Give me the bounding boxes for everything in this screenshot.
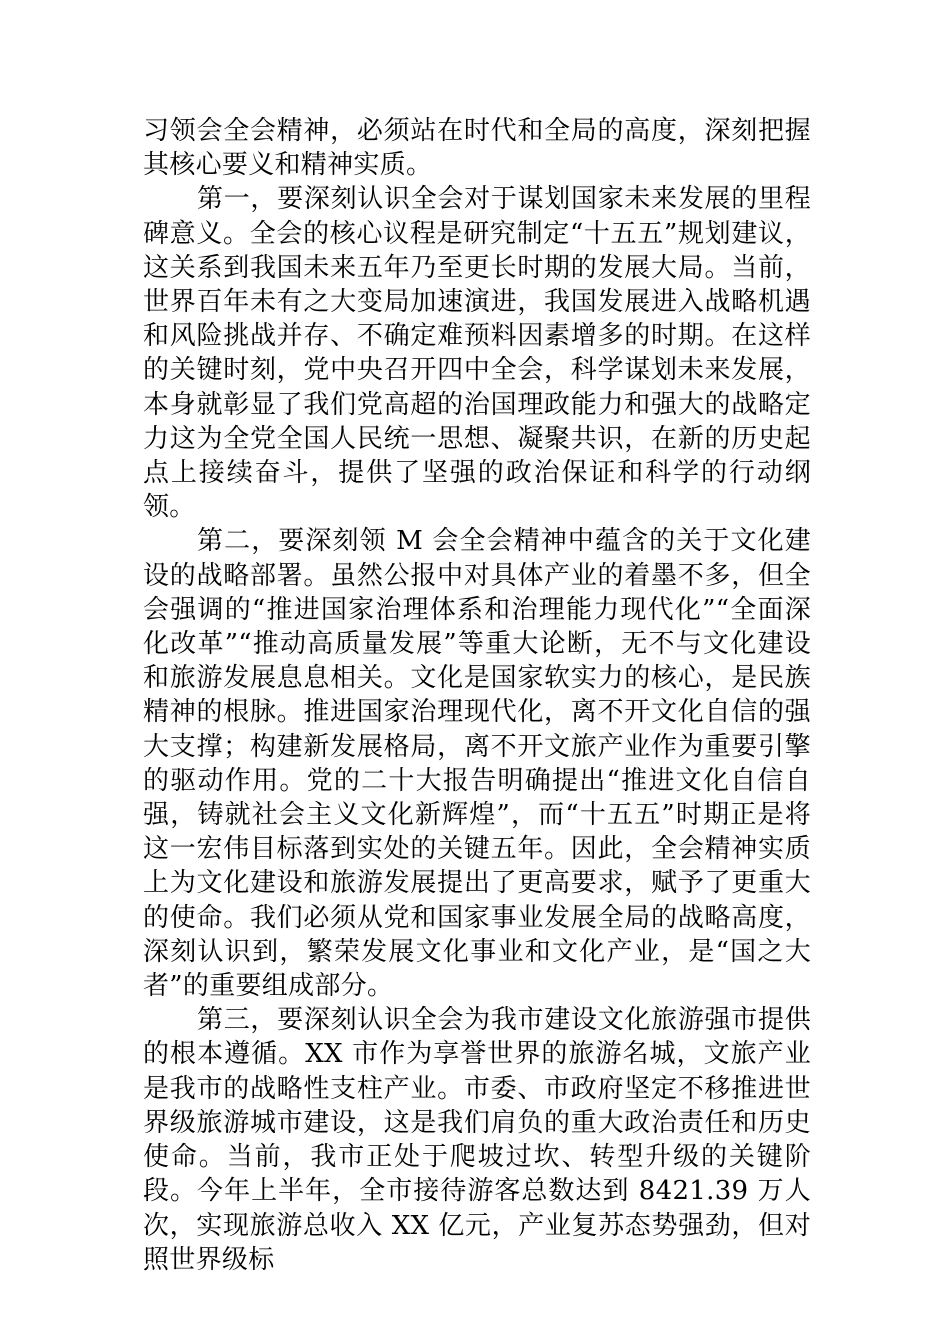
- paragraph-continuation: 习领会全会精神，必须站在时代和全局的高度，深刻把握其核心要义和精神实质。: [143, 116, 811, 181]
- paragraph-third-point: 第三，要深刻认识全会为我市建设文化旅游强市提供的根本遵循。XX 市作为享誉世界的旅游名城，文旅产业是我市的战略性支柱产业。市委、市政府坚定不移推进世界级旅游城市建设，这是我们肩负的重大政治责任和历史使命。当前，我市正处于爬坡过坎、转型升级的关键阶段。今年上半年，全市接待游客总数达到 8421.39 万人次，实现旅游总收入 XX 亿元，产业复苏态势强劲，但对照世界级标: [143, 1005, 811, 1275]
- document-body: [143, 114, 811, 1277]
- paragraph-second-point: 第二，要深刻领 M 会全会精神中蕴含的关于文化建设的战略部署。虽然公报中对具体产业的着墨不多，但全会强调的“推进国家治理体系和治理能力现代化”“全面深化改革”“推动高质量发展”等重大论断，无不与文化建设和旅游发展息息相关。文化是国家软实力的核心，是民族精神的根脉。推进国家治理现代化，离不开文化自信的强大支撑；构建新发展格局，离不开文旅产业作为重要引擎的驱动作用。党的二十大报告明确提出“推进文化自信自强，铸就社会主义文化新辉煌”，而“十五五”时期正是将这一宏伟目标落到实处的关键五年。因此，全会精神实质上为文化建设和旅游发展提出了更高要求，赋予了更重大的使命。我们必须从党和国家事业发展全局的战略高度，深刻认识到，繁荣发展文化事业和文化产业，是“国之大者”的重要组成部分。: [143, 526, 811, 1002]
- paragraph-first-point: 第一，要深刻认识全会对于谋划国家未来发展的里程碑意义。全会的核心议程是研究制定“十五五”规划建议，这关系到我国未来五年乃至更长时期的发展大局。当前，世界百年未有之大变局加速演进，我国发展进入战略机遇和风险挑战并存、不确定难预料因素增多的时期。在这样的关键时刻，党中央召开四中全会，科学谋划未来发展，本身就彰显了我们党高超的治国理政能力和强大的战略定力这为全党全国人民统一思想、凝聚共识，在新的历史起点上接续奋斗，提供了坚强的政治保证和科学的行动纲领。: [143, 184, 811, 523]
